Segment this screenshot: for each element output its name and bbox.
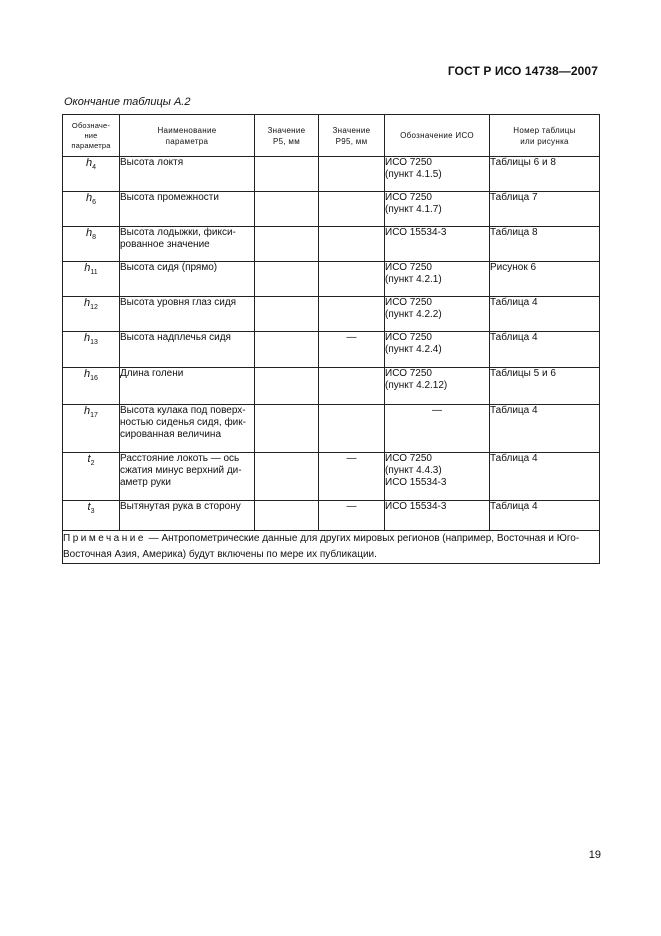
cell-symbol [63,227,120,262]
table-row [63,297,600,332]
symbol-subscript: 13 [90,339,98,346]
cell-name: Высота локтя [120,157,255,192]
cell-p5 [255,262,319,297]
header-p5: Значение Р5, мм [255,115,319,157]
symbol-letter: h [84,297,91,309]
note-label: Примечание [63,533,146,544]
cell-p95 [319,405,385,453]
symbol-letter: h [85,192,93,204]
cell-p95: — [319,332,385,368]
cell-p5 [255,297,319,332]
symbol-letter: h [84,405,91,417]
parameters-table [62,114,600,564]
cell-iso: ИСО 7250 (пункт 4.2.4) [385,332,490,368]
header-name: Наименование параметра [120,115,255,157]
cell-p95: — [319,453,385,501]
symbol-subscript: 12 [90,304,98,311]
cell-p5 [255,405,319,453]
symbol-subscript: 6 [92,199,97,206]
cell-p95: — [319,501,385,531]
cell-iso: ИСО 7250 (пункт 4.1.5) [385,157,490,192]
cell-name: Высота промежности [120,192,255,227]
cell-p95 [319,227,385,262]
symbol-letter: t [87,453,91,465]
cell-symbol [63,297,120,332]
cell-ref: Таблица 4 [490,332,600,368]
symbol-letter: h [84,262,91,274]
cell-ref: Таблица 7 [490,192,600,227]
cell-iso: ИСО 15534-3 [385,501,490,531]
cell-p5 [255,192,319,227]
symbol-subscript: 4 [92,164,97,171]
note-cell [63,531,600,564]
symbol-subscript: 2 [90,460,95,467]
table-caption: Окончание таблицы А.2 [64,96,191,108]
cell-iso: ИСО 7250 (пункт 4.2.2) [385,297,490,332]
symbol-letter: t [87,501,91,513]
cell-p5 [255,157,319,192]
cell-p95 [319,192,385,227]
cell-name: Расстояние локоть — ось сжатия минус верхний ди- аметр руки [120,453,255,501]
table-row [63,368,600,405]
cell-ref: Таблицы 6 и 8 [490,157,600,192]
note-text: — Антропометрические данные для других мировых регионов (например, Восточная и Юго-Восточная Азия, Америка) будут включены по мере их публикации. [63,533,580,560]
cell-symbol [63,405,120,453]
page-number: 19 [588,849,601,861]
cell-ref: Таблицы 5 и 6 [490,368,600,405]
cell-symbol [63,501,120,531]
cell-p5 [255,453,319,501]
cell-symbol [63,262,120,297]
table-row [63,157,600,192]
cell-name: Вытянутая рука в сторону [120,501,255,531]
cell-p95 [319,262,385,297]
symbol-subscript: 17 [90,412,98,419]
cell-p5 [255,332,319,368]
symbol-letter: h [84,332,91,344]
cell-ref: Таблица 4 [490,501,600,531]
cell-iso: ИСО 7250 (пункт 4.1.7) [385,192,490,227]
symbol-subscript: 8 [92,234,97,241]
table-row [63,192,600,227]
table-row [63,262,600,297]
cell-p5 [255,368,319,405]
cell-name: Высота надплечья сидя [120,332,255,368]
table-row [63,453,600,501]
cell-p95 [319,157,385,192]
cell-iso: ИСО 7250 (пункт 4.2.12) [385,368,490,405]
cell-symbol [63,157,120,192]
cell-name: Высота сидя (прямо) [120,262,255,297]
symbol-subscript: 16 [90,375,98,382]
header-p95: Значение Р95, мм [319,115,385,157]
document-header: ГОСТ Р ИСО 14738—2007 [447,64,598,78]
note-row [63,531,600,564]
cell-iso: ИСО 7250 (пункт 4.4.3) ИСО 15534-3 [385,453,490,501]
table-row [63,501,600,531]
cell-p95 [319,368,385,405]
symbol-letter: h [85,227,93,239]
symbol-letter: h [85,157,93,169]
symbol-subscript: 3 [90,508,95,515]
symbol-letter: h [84,368,91,380]
table-header-row [63,115,600,157]
cell-symbol [63,453,120,501]
cell-p5 [255,501,319,531]
cell-ref: Таблица 8 [490,227,600,262]
cell-name: Длина голени [120,368,255,405]
cell-symbol [63,192,120,227]
cell-ref: Таблица 4 [490,405,600,453]
header-iso: Обозначение ИСО [385,115,490,157]
cell-symbol [63,368,120,405]
cell-p5 [255,227,319,262]
header-symbol: Обозначе- ние параметра [63,115,120,157]
symbol-subscript: 11 [90,269,98,276]
table-row [63,227,600,262]
cell-p95 [319,297,385,332]
cell-ref: Таблица 4 [490,297,600,332]
cell-name: Высота лодыжки, фикси- рованное значение [120,227,255,262]
cell-symbol [63,332,120,368]
cell-iso: — [385,405,490,453]
table-row [63,332,600,368]
cell-iso: ИСО 15534-3 [385,227,490,262]
cell-name: Высота уровня глаз сидя [120,297,255,332]
cell-name: Высота кулака под поверх- ностью сиденья сидя, фик- сированная величина [120,405,255,453]
cell-ref: Таблица 4 [490,453,600,501]
cell-ref: Рисунок 6 [490,262,600,297]
cell-iso: ИСО 7250 (пункт 4.2.1) [385,262,490,297]
table-row [63,405,600,453]
header-ref: Номер таблицы или рисунка [490,115,600,157]
